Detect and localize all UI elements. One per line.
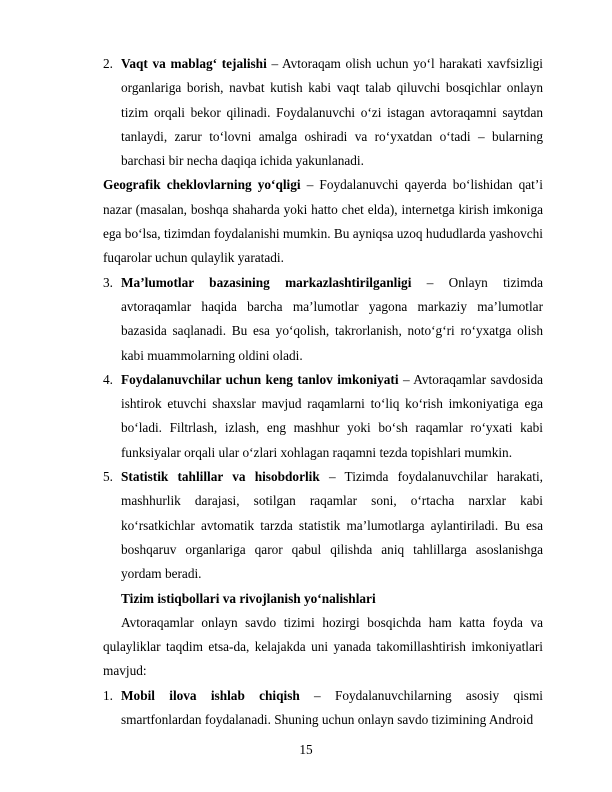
item-title: Foydalanuvchilar uchun keng tanlov imkoniyati xyxy=(121,371,399,387)
item-title: Geografik cheklovlarning yo‘qligi xyxy=(103,177,301,193)
list-number: 2. xyxy=(103,56,113,71)
list-item xyxy=(103,684,543,733)
list-number: 5. xyxy=(103,469,113,485)
item-text: – Avtoraqamlar savdosida ishtirok etuvchi shaxslar mavjud raqamlarni to‘liq ko‘rish imkoniyatiga ega bo‘ladi. Filtrlash, izlash, eng mashhur yoki bo‘sh raqamlar ro‘yxati kabi funksiyalar orqali ular o‘zlari xohlagan raqamni tezda topishlari mumkin. xyxy=(121,371,543,460)
list-number: 4. xyxy=(103,371,113,387)
item-title: Ma’lumotlar bazasining markazlashtirilganligi xyxy=(121,274,412,290)
item-title: Mobil ilova ishlab chiqish xyxy=(121,687,300,703)
list-number: 1. xyxy=(103,687,113,703)
item-text: – Foydalanuvchilarning asosiy qismi smartfonlardan foydalanadi. Shuning uchun onlayn savdo tizimining Android xyxy=(121,687,543,728)
item-text: – Avtoraqam olish uchun yo‘l harakati xavfsizligi organlariga borish, navbat kutish kabi vaqt talab qiluvchi bosqichlar onlayn tizim orqali bekor qilinadi. Foydalanuvchi o‘zi istagan avtoraqamni saytdan tanlaydi, zarur to‘lovni amalga oshiradi va ro‘yxatdan o‘tadi – bularning barchasi bir necha daqiqa ichida yakunlanadi. xyxy=(121,56,543,169)
item-text: – Onlayn tizimda avtoraqamlar haqida barcha ma’lumotlar yagona markaziy ma’lumotlar bazasida saqlanadi. Bu esa yo‘qolish, takrorlanish, noto‘g‘ri ro‘yxatga olish kabi muammolarning oldini oladi. xyxy=(121,274,543,363)
paragraph xyxy=(103,173,543,270)
list-item xyxy=(103,368,543,465)
document-body xyxy=(103,52,543,732)
item-title: Vaqt va mablag‘ tejalishi xyxy=(121,56,267,71)
item-text: – Tizimda foydalanuvchilar harakati, mashhurlik darajasi, sotilgan raqamlar soni, o‘rtacha narxlar kabi ko‘rsatkichlar avtomatik tarzda statistik ma’lumotlarga aylantiriladi. Bu esa boshqaruv organlariga qaror qabul qilishda aniq tahlillarga asoslanishga yordam beradi. xyxy=(121,469,543,582)
item-title: Statistik tahlillar va hisobdorlik xyxy=(121,469,320,485)
list-item xyxy=(103,465,543,586)
list-item xyxy=(103,271,543,368)
intro-paragraph: Avtoraqamlar onlayn savdo tizimi hozirgi bosqichda ham katta foyda va qulayliklar taqdim etsa-da, kelajakda uni yanada takomillashtirish imkoniyatlari mavjud: xyxy=(103,614,543,679)
page-number: 15 xyxy=(299,742,313,757)
section-heading: Tizim istiqbollari va rivojlanish yo‘nalishlari xyxy=(121,590,376,606)
list-number: 3. xyxy=(103,274,113,290)
list-item xyxy=(103,52,543,173)
item-text: – Foydalanuvchi qayerda bo‘lishidan qat’i nazar (masalan, boshqa shaharda yoki hatto chet elda), internetga kirish imkoniga ega bo‘lsa, tizimdan foydalanishi mumkin. Bu ayniqsa uzoq hududlarda yashovchi fuqarolar uchun qulaylik yaratadi. xyxy=(103,177,543,266)
